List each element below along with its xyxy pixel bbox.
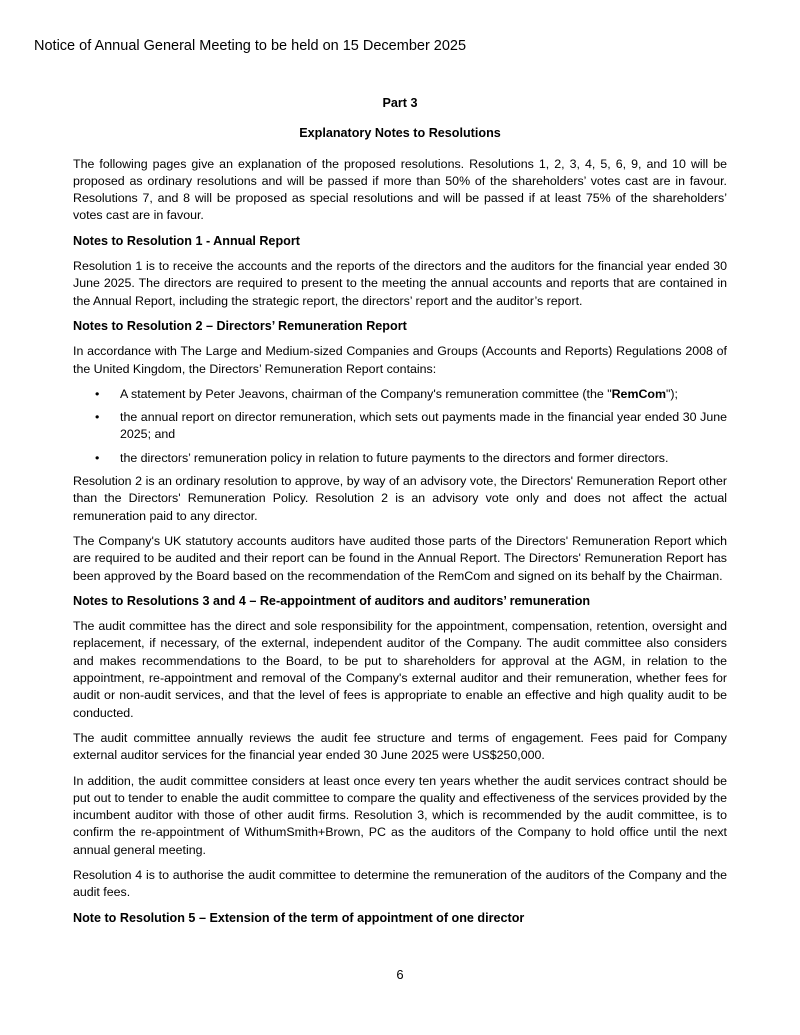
resolution-1-paragraph: Resolution 1 is to receive the accounts and the reports of the directors and the auditors for the financial year ended 30 June 2025. The directors are required to present to the meeting the annual accounts and reports that are contained in the Annual Report, including the strategic report, the directors’ report and the auditor’s report.	[73, 259, 727, 308]
document-body	[73, 95, 727, 935]
resolution-1-heading: Notes to Resolution 1 - Annual Report	[73, 233, 300, 248]
audit-fee-paragraph: The audit committee annually reviews the audit fee structure and terms of engagement. Fees paid for Company external auditor services for the financial year ended 30 June 2025 were US$250,000.	[73, 730, 727, 763]
bullet-text: the annual report on director remuneration, which sets out payments made in the financial year ended 30 June 2025; and	[120, 410, 727, 442]
resolution-2-audit-paragraph: The Company's UK statutory accounts auditors have audited those parts of the Directors' Remuneration Report which are required to be audited and their report can be found in the Annual Report. The Directors' Remuneration Report has been approved by the Board based on the recommendation of the RemCom and signed on its behalf by the Chairman.	[73, 533, 727, 583]
list-item	[73, 409, 727, 444]
resolution-5-heading: Note to Resolution 5 – Extension of the term of appointment of one director	[73, 910, 525, 925]
page-header: Notice of Annual General Meeting to be held on 15 December 2025	[34, 38, 467, 54]
bullet-icon: •	[95, 386, 100, 401]
resolution-4-paragraph: Resolution 4 is to authorise the audit committee to determine the remuneration of the auditors of the Company and the audit fees.	[73, 867, 727, 900]
bullet-icon: •	[95, 450, 100, 465]
bullet-icon: •	[95, 410, 100, 425]
list-item	[73, 450, 727, 467]
remuneration-report-contents-list	[73, 386, 727, 467]
resolutions-3-4-heading: Notes to Resolutions 3 and 4 – Re-appointment of auditors and auditors’ remuneration	[73, 593, 591, 608]
remcom-defined-term: RemCom	[611, 386, 666, 401]
audit-committee-paragraph: The audit committee has the direct and sole responsibility for the appointment, compensation, retention, oversight and replacement, if necessary, of the external, independent auditor of the Company. The audit committee also considers and makes recommendations to the Board, to be put to shareholders for approval at the AGM, in relation to the appointment, re-appointment and removal of the Company's external auditor and their remuneration, whether fees for audit or non-audit services, and that the level of fees is appropriate to enable an effective and high quality audit to be conducted.	[73, 619, 727, 720]
auditor-tender-paragraph: In addition, the audit committee considers at least once every ten years whether the audit services contract should be put out to tender to enable the audit committee to compare the quality and effectiveness of the services provided by the incumbent auditor with those of other audit firms. Resolution 3, which is recommended by the audit committee, is to confirm the re-appointment of WithumSmith+Brown, PC as the auditors of the Company to hold office until the next annual general meeting.	[73, 773, 727, 857]
resolution-2-heading: Notes to Resolution 2 – Directors’ Remuneration Report	[73, 318, 407, 333]
section-title: Explanatory Notes to Resolutions	[299, 126, 501, 141]
resolution-2-intro: In accordance with The Large and Medium-sized Companies and Groups (Accounts and Reports) Regulations 2008 of the United Kingdom, the Directors’ Remuneration Report contains:	[73, 344, 727, 376]
part-title: Part 3	[382, 96, 418, 110]
page-number: 6	[396, 967, 404, 982]
list-item	[73, 386, 727, 403]
resolution-2-advisory-paragraph: Resolution 2 is an ordinary resolution to approve, by way of an advisory vote, the Directors' Remuneration Report other than the Directors' Remuneration Policy. Resolution 2 is an advisory vote only and does not affect the actual remuneration paid to any director.	[73, 474, 727, 523]
intro-paragraph: The following pages give an explanation of the proposed resolutions. Resolutions 1, 2, 3, 4, 5, 6, 9, and 10 will be proposed as ordinary resolutions and will be passed if more than 50% of the shareholders’ votes cast are in favour. Resolutions 7, and 8 will be proposed as special resolutions and will be passed if at least 75% of the shareholders’ votes cast are in favour.	[73, 156, 727, 223]
bullet-text-end: ");	[666, 386, 678, 401]
bullet-text: A statement by Peter Jeavons, chairman of the Company's remuneration committee (the "	[120, 386, 612, 401]
bullet-text: the directors’ remuneration policy in relation to future payments to the directors and former directors.	[120, 450, 669, 465]
